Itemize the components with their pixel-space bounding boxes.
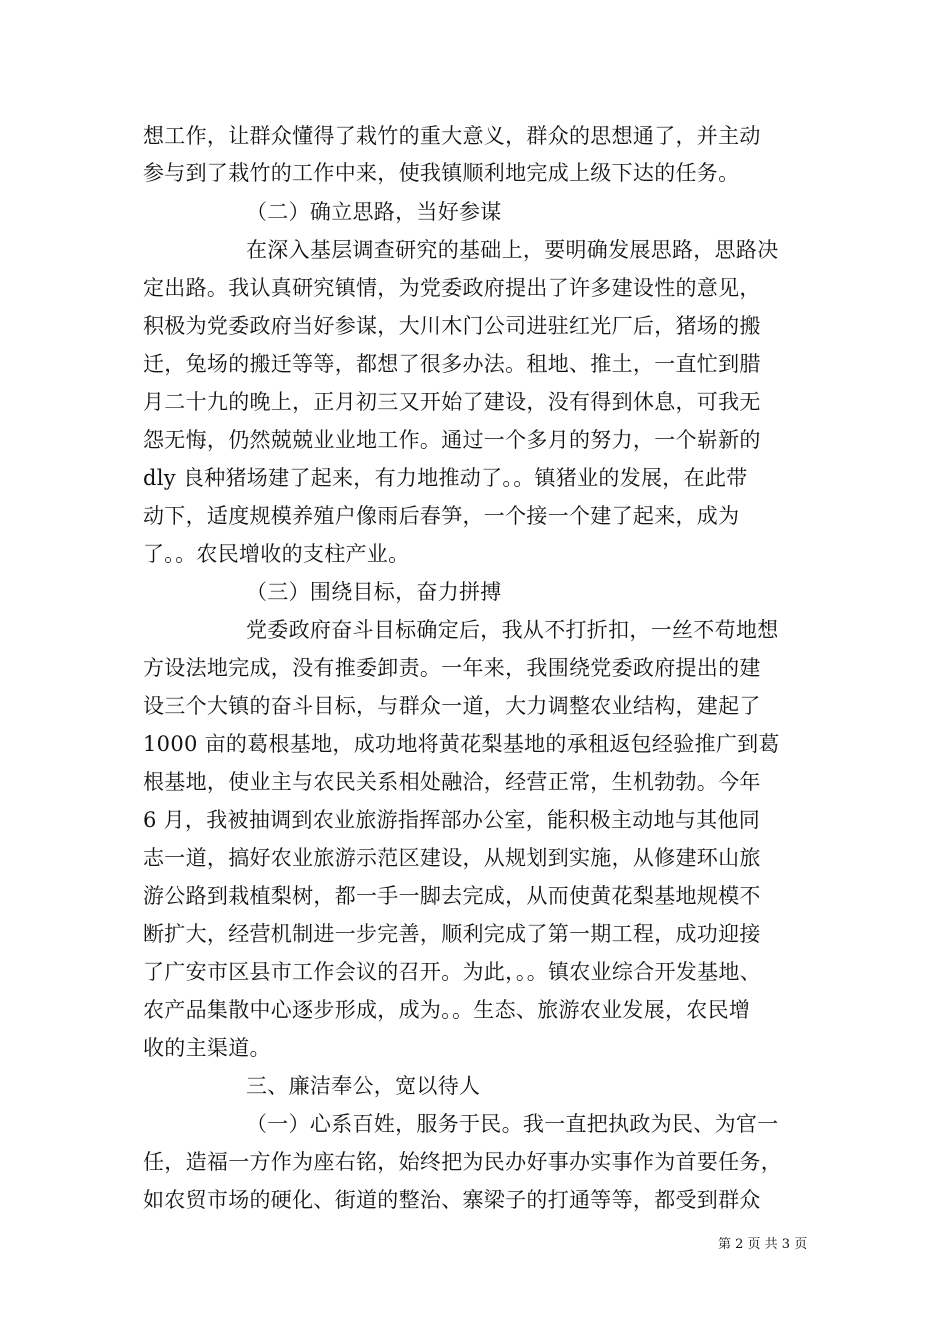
text-line: 农产品集散中心逐步形成，成为。。生态、旅游农业发展，农民增 xyxy=(143,998,751,1022)
text-line: （一）心系百姓，服务于民。我一直把执政为民、为官一 xyxy=(246,1112,779,1136)
section-heading: （二）确立思路，当好参谋 xyxy=(246,200,502,224)
text-line: 怨无悔，仍然兢兢业业地工作。通过一个多月的努力，一个崭新的 xyxy=(143,428,761,452)
text-line: 积极为党委政府当好参谋，大川木门公司进驻红光厂后，猪场的搬 xyxy=(143,314,761,338)
text-line: 了广安市区县市工作会议的召开。为此，。。镇农业综合开发基地、 xyxy=(143,960,761,984)
text-line: 志一道，搞好农业旅游示范区建设，从规划到实施，从修建环山旅 xyxy=(143,846,761,870)
section-heading: （三）围绕目标，奋力拼搏 xyxy=(246,580,502,604)
text-line: 定出路。我认真研究镇情，为党委政府提出了许多建设性的意见， xyxy=(143,276,761,300)
text-line: 6 月，我被抽调到农业旅游指挥部办公室，能积极主动地与其他同 xyxy=(143,808,761,832)
section-heading: 三、廉洁奉公，宽以待人 xyxy=(246,1074,481,1098)
text-line: 动下，适度规模养殖户像雨后春笋，一个接一个建了起来，成为 xyxy=(143,504,740,528)
text-line: 迁，兔场的搬迁等等，都想了很多办法。租地、推土，一直忙到腊 xyxy=(143,352,761,376)
text-line: 根基地，使业主与农民关系相处融洽，经营正常，生机勃勃。今年 xyxy=(143,770,761,794)
text-line: 想工作，让群众懂得了栽竹的重大意义，群众的思想通了，并主动 xyxy=(143,124,761,148)
text-line: 收的主渠道。 xyxy=(143,1036,271,1060)
text-line: 1000 亩的葛根基地，成功地将黄花梨基地的承租返包经验推广到葛 xyxy=(143,732,780,756)
text-line: 党委政府奋斗目标确定后，我从不打折扣，一丝不苟地想 xyxy=(246,618,779,642)
text-line: 断扩大，经营机制进一步完善，顺利完成了第一期工程，成功迎接 xyxy=(143,922,761,946)
text-line: 月二十九的晚上，正月初三又开始了建设，没有得到休息，可我无 xyxy=(143,390,761,414)
text-line: 了。。农民增收的支柱产业。 xyxy=(143,542,410,566)
text-line: 设三个大镇的奋斗目标，与群众一道，大力调整农业结构，建起了 xyxy=(143,694,761,718)
text-line: 游公路到栽植梨树，都一手一脚去完成，从而使黄花梨基地规模不 xyxy=(143,884,761,908)
text-line: 方设法地完成，没有推委卸责。一年来，我围绕党委政府提出的建 xyxy=(143,656,761,680)
text-line: 在深入基层调查研究的基础上，要明确发展思路，思路决 xyxy=(246,238,779,262)
text-line: dly 良种猪场建了起来，有力地推动了。。镇猪业的发展，在此带 xyxy=(143,466,748,490)
text-line: 参与到了栽竹的工作中来，使我镇顺利地完成上级下达的任务。 xyxy=(143,161,740,185)
page-number-footer: 第 2 页 共 3 页 xyxy=(718,1237,808,1252)
text-line: 如农贸市场的硬化、街道的整治、寨梁子的打通等等，都受到群众 xyxy=(143,1188,761,1212)
text-line: 任，造福一方作为座右铭，始终把为民办好事办实事作为首要任务， xyxy=(143,1150,782,1174)
